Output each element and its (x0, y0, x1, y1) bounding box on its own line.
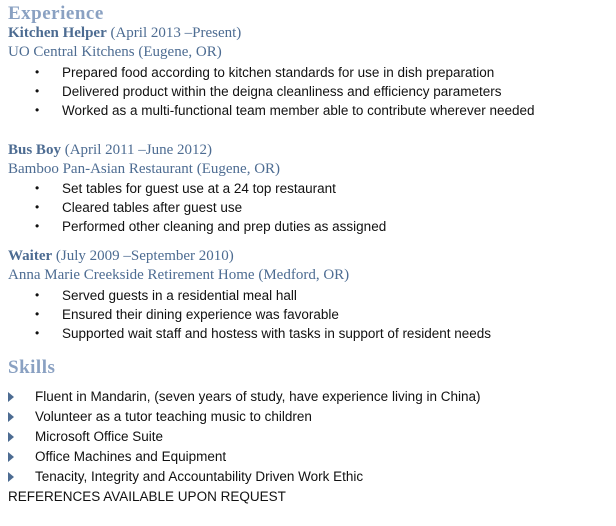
bullet-icon: • (35, 219, 40, 233)
job-title-line (8, 248, 234, 265)
triangle-bullet-icon (8, 432, 14, 442)
duty-list (0, 63, 535, 120)
skill-item: Tenacity, Integrity and Accountability Driven Work Ethic (0, 467, 480, 487)
duty-item: • Set tables for guest use at a 24 top restaurant (35, 181, 336, 196)
duty-list (0, 286, 491, 343)
duty-item: • Prepared food according to kitchen standards for use in dish preparation (35, 65, 495, 80)
job-dates: (April 2011 –June 2012) (64, 142, 213, 158)
job-title-line (8, 142, 212, 159)
bullet-icon: • (35, 84, 40, 98)
references-note: REFERENCES AVAILABLE UPON REQUEST (8, 489, 286, 504)
skills-list (0, 387, 480, 487)
job-title: Bus Boy (8, 142, 61, 158)
bullet-icon: • (35, 200, 40, 214)
skill-item: Volunteer as a tutor teaching music to children (0, 407, 480, 427)
employer: UO Central Kitchens (Eugene, OR) (8, 44, 222, 60)
bullet-icon: • (35, 307, 40, 321)
duty-item: • Worked as a multi-functional team member able to contribute wherever needed (35, 103, 535, 118)
employer: Bamboo Pan-Asian Restaurant (Eugene, OR) (8, 161, 281, 177)
job-dates: (July 2009 –September 2010) (55, 248, 234, 264)
skill-item: Microsoft Office Suite (0, 427, 480, 447)
job-title-line (8, 25, 241, 42)
triangle-bullet-icon (8, 452, 14, 462)
duty-item: • Cleared tables after guest use (35, 200, 243, 215)
duty-item: • Ensured their dining experience was favorable (35, 307, 339, 322)
job-title: Waiter (8, 248, 53, 264)
triangle-bullet-icon (8, 392, 14, 402)
skill-item: Office Machines and Equipment (0, 447, 480, 467)
duty-item: • Delivered product within the deigna cleanliness and efficiency parameters (35, 84, 502, 99)
bullet-icon: • (35, 103, 40, 117)
bullet-icon: • (35, 326, 40, 340)
experience-heading: Experience (8, 3, 104, 24)
job-title: Kitchen Helper (8, 25, 107, 41)
duty-item: • Supported wait staff and hostess with tasks in support of resident needs (35, 326, 492, 341)
duty-item: • Performed other cleaning and prep duties as assigned (35, 219, 387, 234)
duty-item: • Served guests in a residential meal hall (35, 288, 297, 303)
skills-heading: Skills (8, 357, 56, 378)
employer: Anna Marie Creekside Retirement Home (Medford, OR) (8, 267, 350, 283)
bullet-icon: • (35, 65, 40, 79)
triangle-bullet-icon (8, 412, 14, 422)
bullet-icon: • (35, 181, 40, 195)
skill-item: Fluent in Mandarin, (seven years of study, have experience living in China) (0, 387, 480, 407)
duty-list (0, 179, 386, 236)
triangle-bullet-icon (8, 472, 14, 482)
job-dates: (April 2013 –Present) (110, 25, 242, 41)
bullet-icon: • (35, 288, 40, 302)
